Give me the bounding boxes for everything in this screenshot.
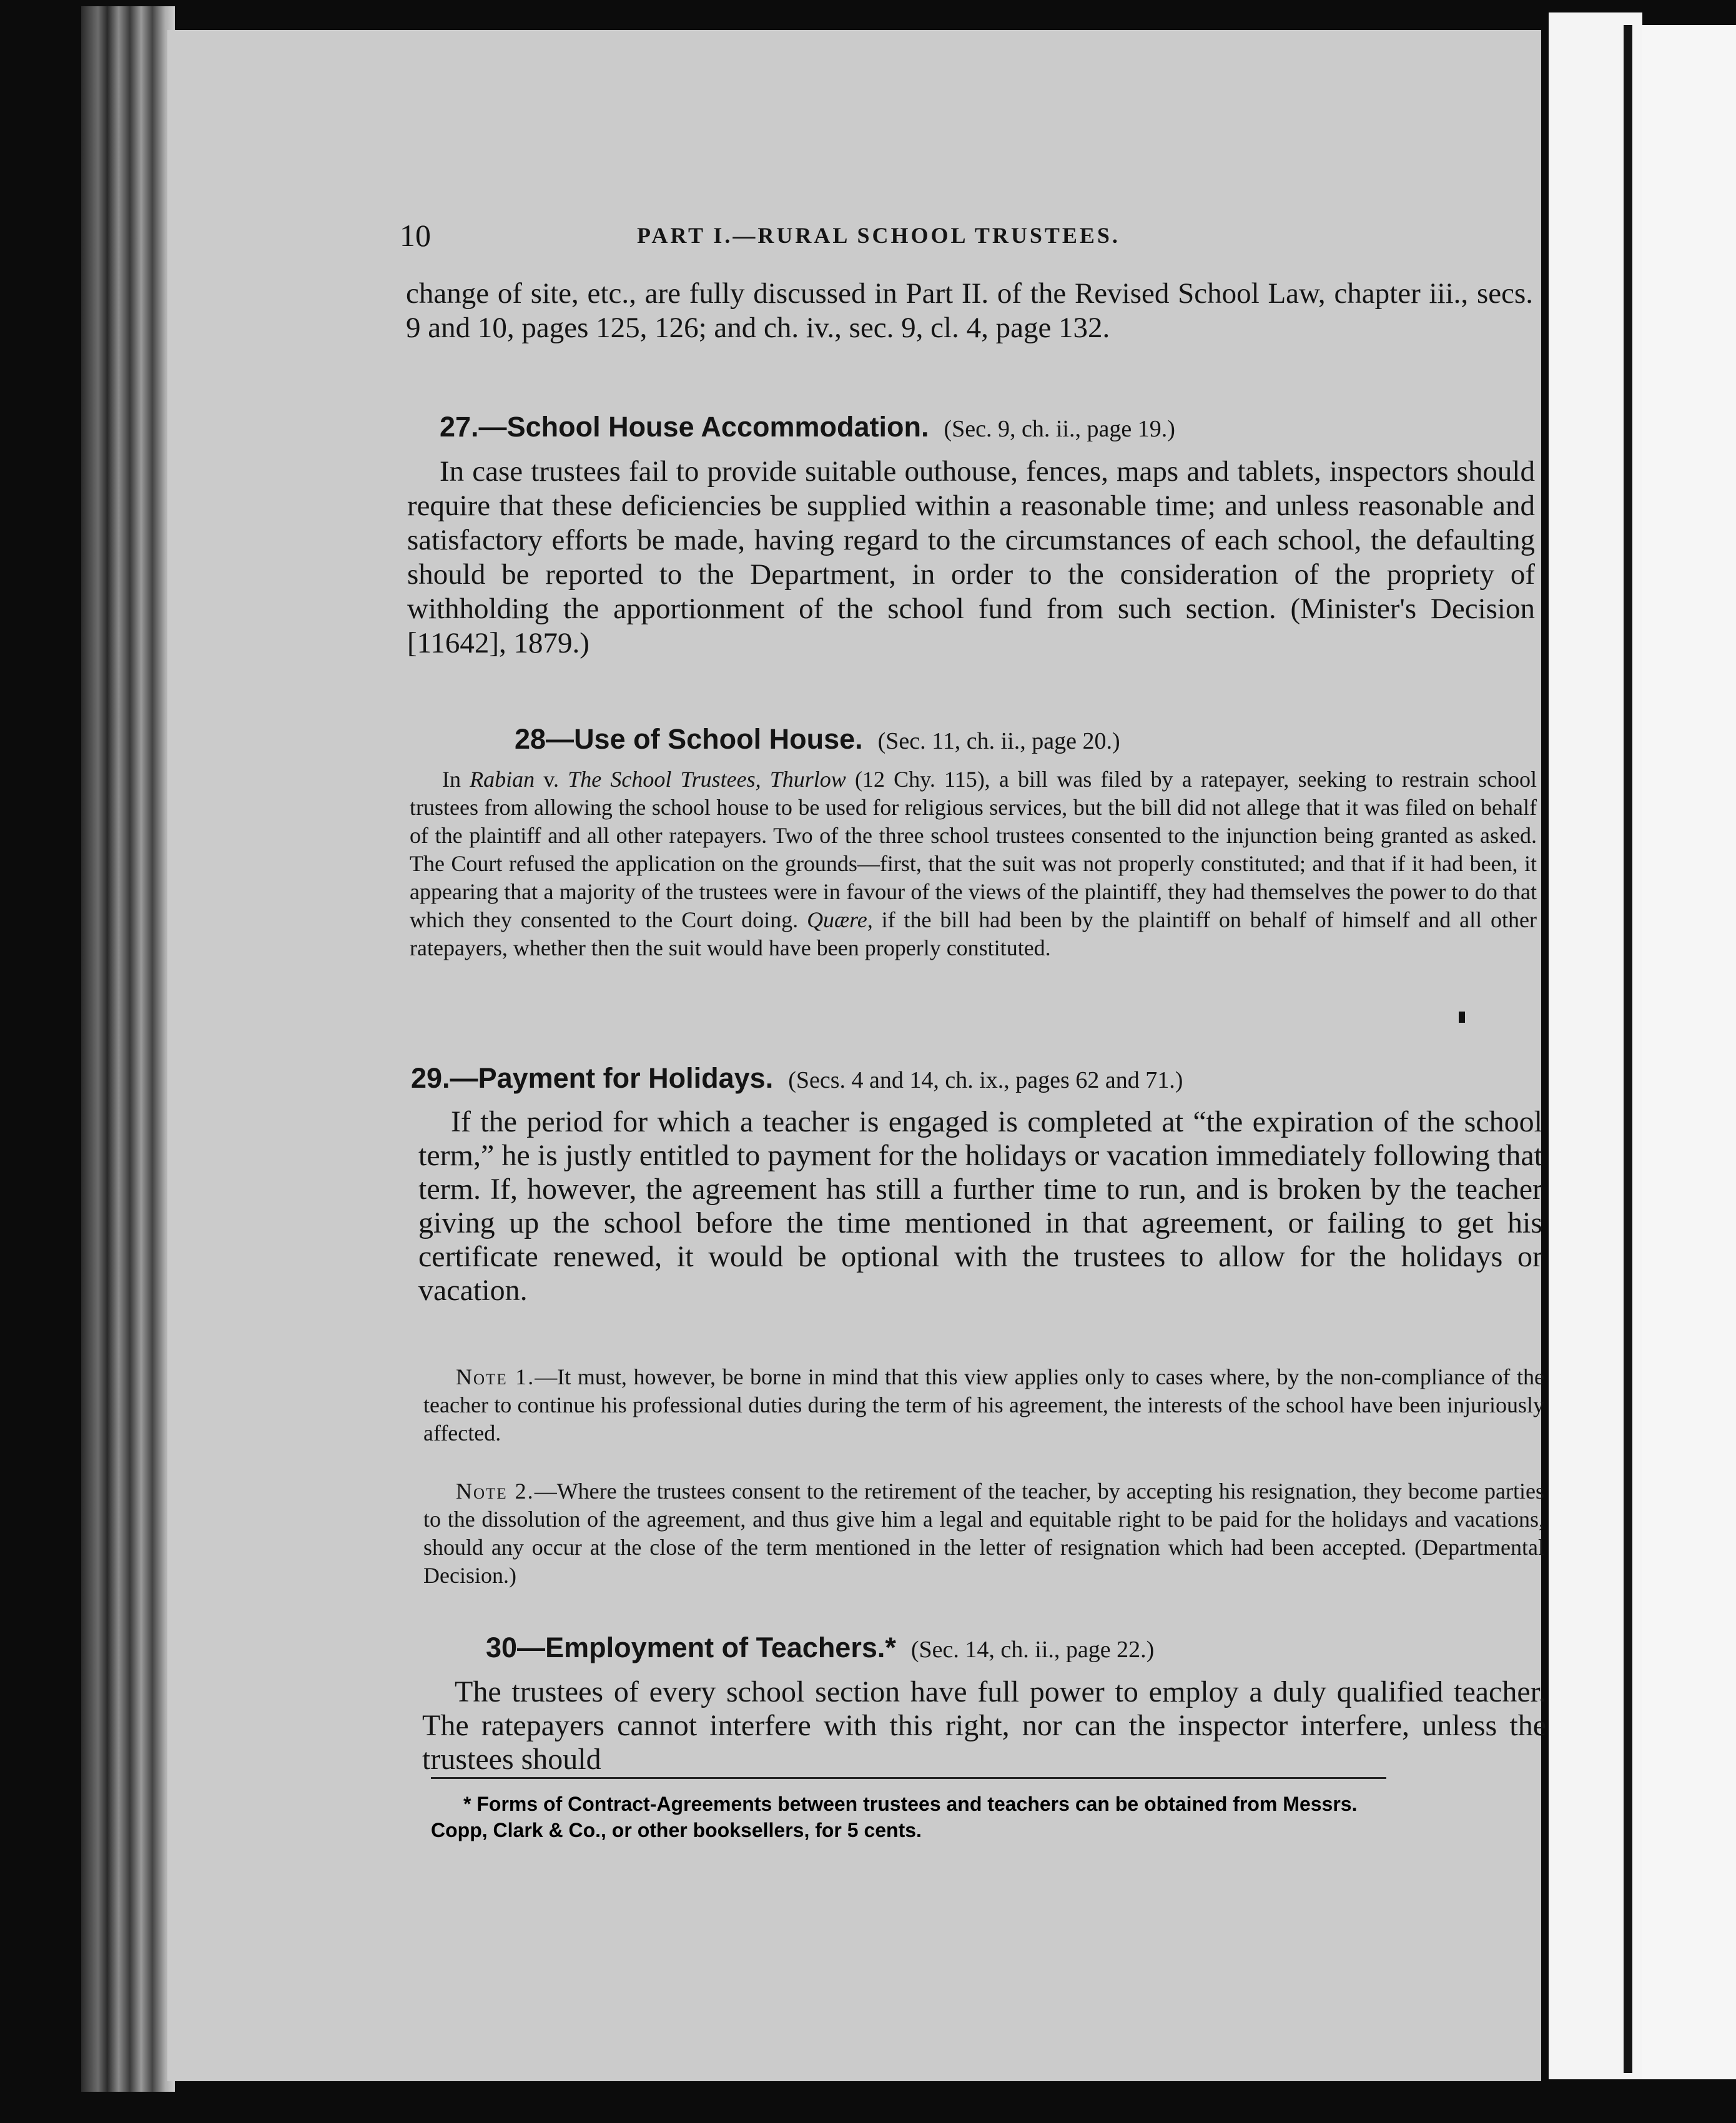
section-29-note-2	[423, 1477, 1544, 1590]
body-text: (12 Chy. 115), a bill was filed by a ratepayer, seeking to restrain school trustees from allowing the school house to be used for religious services, but the bill did not allege that it was filed on behalf of the plaintiff and all other ratepayers. Two of the three school trustees consented to the injunction being granted as asked. The Court refused the application on the grounds—first, that the suit was not properly constituted; and that if it had been, it appearing that a majority of the trustees were in favour of the views of the plaintiff, they had themselves the power to do that which they consented to the Court doing.	[410, 767, 1537, 932]
section-29-body: If the period for which a teacher is engaged is completed at “the expiration of the school term,” he is justly entitled to payment for the holidays or vacation immediately following that term. If, however, the agreement has still a further time to run, and is broken by the teacher giving up the school before the time mentioned in that agreement, or failing to get his certificate renewed, it would be optional with the trustees to allow for the holidays or vacation.	[418, 1105, 1542, 1307]
note-label: Note 2.	[456, 1479, 535, 1504]
section-30-body: The trustees of every school section have full power to employ a duly qualified teacher. The ratepayers cannot interfere with this right, nor can the inspector interfere, unless the trustees should	[422, 1675, 1546, 1776]
section-reference: (Secs. 4 and 14, ch. ix., pages 62 and 71.)	[788, 1067, 1183, 1093]
case-name: Rabian	[470, 767, 535, 792]
section-29-heading	[411, 1062, 1183, 1095]
section-title: Use of School House.	[574, 723, 863, 755]
section-title: Employment of Teachers.*	[545, 1632, 896, 1663]
case-name: The School Trustees, Thurlow	[568, 767, 846, 792]
book-gutter	[1624, 25, 1632, 2073]
section-28-body	[410, 766, 1537, 962]
book-page-edges	[81, 6, 175, 2092]
footnote: * Forms of Contract-Agreements between trustees and teachers can be obtained from Messrs. Copp, Clark & Co., or other booksellers, for 5 cents.	[431, 1793, 1358, 1841]
section-27-body: In case trustees fail to provide suitable outhouse, fences, maps and tablets, inspectors should require that these deficiencies be supplied within a reasonable time; and unless reasonable and satisfactory efforts be made, having regard to the circumstances of each school, the defaulting should be reported to the Department, in order to the consideration of the propriety of withholding the apportionment of the school fund from such section. (Minister's Decision [11642], 1879.)	[407, 455, 1535, 659]
section-30-heading	[486, 1632, 1154, 1664]
note-label: Note 1.	[456, 1364, 535, 1389]
page-number: 10	[400, 218, 431, 253]
section-29-note-1	[423, 1363, 1544, 1447]
facing-page	[1642, 25, 1736, 2079]
section-number: 29.—	[411, 1062, 478, 1094]
running-head	[400, 217, 1311, 267]
footnote-divider	[431, 1777, 1386, 1779]
section-title: Payment for Holidays.	[478, 1062, 774, 1094]
intro-paragraph: change of site, etc., are fully discussed in Part II. of the Revised School Law, chapter iii., secs. 9 and 10, pages 125, 126; and ch. iv., sec. 9, cl. 4, page 132.	[406, 277, 1533, 344]
section-27-heading	[440, 411, 1175, 443]
section-reference: (Sec. 11, ch. ii., page 20.)	[877, 728, 1120, 754]
note-text: —It must, however, be borne in mind that this view applies only to cases where, by the non-compliance of the teacher to continue his professional duties during the term of his agreement, the interests of the school have been injuriously affected.	[423, 1364, 1544, 1446]
section-number: 30—	[486, 1632, 546, 1663]
book-page	[167, 30, 1546, 2081]
section-reference: (Sec. 14, ch. ii., page 22.)	[910, 1637, 1155, 1663]
section-number: 27.—	[440, 411, 507, 443]
section-number: 28—	[515, 723, 575, 755]
quaere-term: Quære,	[807, 907, 873, 932]
body-text: if the bill had been by the plaintiff on behalf of himself and all other ratepayers, whether then the suit would have been properly constituted.	[410, 907, 1537, 960]
running-head-title: PART I.—RURAL SCHOOL TRUSTEES.	[637, 223, 1120, 248]
note-text: —Where the trustees consent to the retirement of the teacher, by accepting his resignation, they become parties to the dissolution of the agreement, and thus give him a legal and equitable right to be paid for the holidays and vacations, should any occur at the close of the term mentioned in the letter of resignation which had been accepted. (Departmental Decision.)	[423, 1479, 1544, 1588]
section-reference: (Sec. 9, ch. ii., page 19.)	[944, 416, 1175, 442]
scan-speck	[1459, 1012, 1465, 1023]
body-text: In	[442, 767, 470, 792]
body-text: v.	[535, 767, 568, 792]
section-title: School House Accommodation.	[506, 411, 929, 443]
section-28-heading	[515, 723, 1120, 756]
